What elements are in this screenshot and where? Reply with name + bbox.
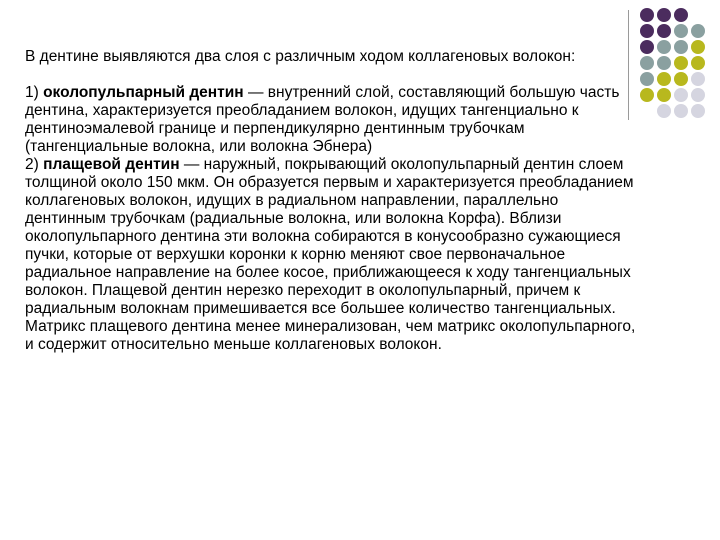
decor-dot bbox=[674, 56, 688, 70]
decor-dot bbox=[674, 88, 688, 102]
decor-dot bbox=[691, 88, 705, 102]
item-1-text: — внутренний слой, составляющий большую часть дентина, характеризуется преобладанием волокон, идущих тангенциально к дентиноэмалевой границе и перпендикулярно дентинным трубочкам (тангенциальные волокна, или волокна Эбнера) bbox=[25, 84, 620, 155]
decor-dot bbox=[691, 40, 705, 54]
decor-dot bbox=[640, 8, 654, 22]
decor-dot bbox=[674, 40, 688, 54]
decor-dot bbox=[691, 56, 705, 70]
decor-dot bbox=[640, 24, 654, 38]
slide-body bbox=[18, 48, 643, 354]
item-1 bbox=[18, 84, 643, 156]
item-2 bbox=[18, 156, 643, 354]
decor-dot bbox=[657, 56, 671, 70]
decor-dot bbox=[691, 72, 705, 86]
decor-dot bbox=[674, 8, 688, 22]
item-2-term: плащевой дентин bbox=[43, 156, 180, 173]
decor-dot bbox=[657, 72, 671, 86]
decor-dot bbox=[657, 24, 671, 38]
decor-dot bbox=[657, 104, 671, 118]
decor-dot bbox=[657, 88, 671, 102]
decor-dot bbox=[657, 40, 671, 54]
item-1-prefix: 1) bbox=[25, 84, 44, 101]
decor-dot bbox=[657, 8, 671, 22]
item-1-term: околопульпарный дентин bbox=[43, 84, 244, 101]
decor-dot bbox=[674, 24, 688, 38]
decor-dot bbox=[674, 104, 688, 118]
item-2-text: — наружный, покрывающий околопульпарный дентин слоем толщиной около 150 мкм. Он образуется первым и характеризуется преобладанием коллагеновых волокон, идущих в радиальном направлении, параллельно дентинным трубочкам (радиальные волокна, или волокна Корфа). Вблизи околопульпарного дентина эти волокна собираются в конусообразно сужающиеся пучки, которые от верхушки коронки к корню меняют свое первоначальное радиальное направление на более косое, приближающееся к ходу тангенциальных волокон. Плащевой дентин нерезко переходит в околопульпарный, причем к радиальным волокнам примешивается все большее количество тангенциальных. Матрикс плащевого дентина менее минерализован, чем матрикс околопульпарного, и содержит относительно меньше коллагеновых волокон. bbox=[25, 156, 636, 353]
decor-dot bbox=[691, 24, 705, 38]
decor-dot bbox=[674, 72, 688, 86]
intro-paragraph: В дентине выявляются два слоя с различным ходом коллагеновых волокон: bbox=[25, 48, 576, 65]
decor-dot bbox=[691, 104, 705, 118]
item-2-prefix: 2) bbox=[25, 156, 44, 173]
dot-grid-icon bbox=[640, 8, 720, 128]
